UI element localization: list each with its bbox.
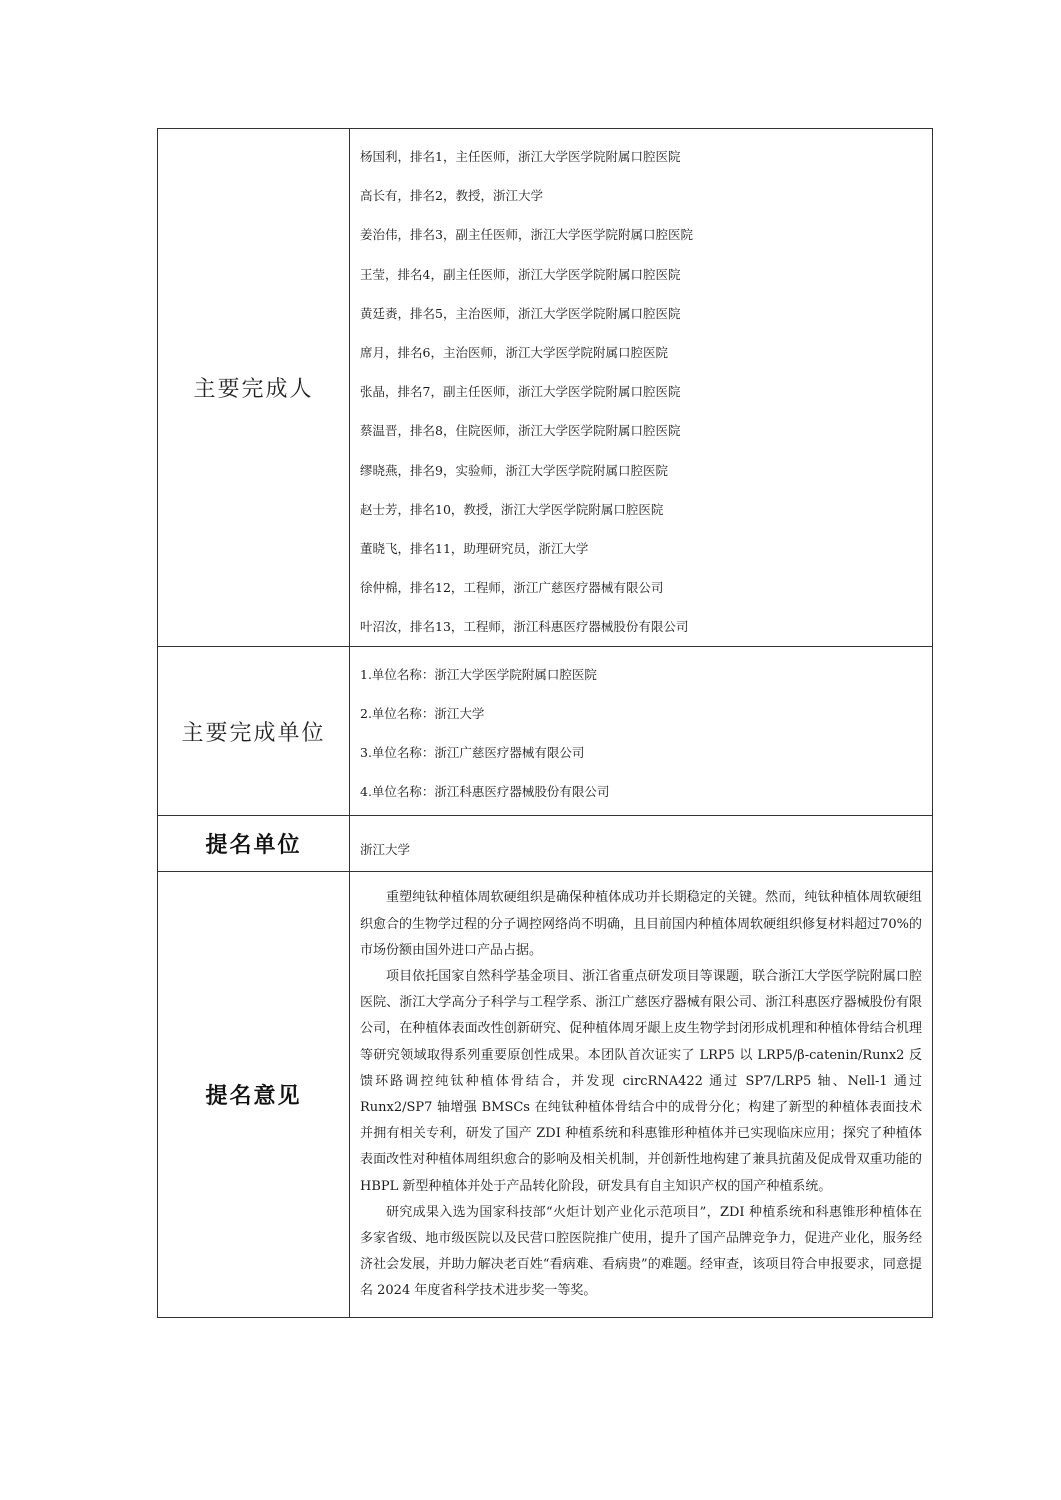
list-item: 蔡温晋，排名8，住院医师，浙江大学医学院附属口腔医院 [360,423,681,439]
list-item: 王莹，排名4，副主任医师，浙江大学医学院附属口腔医院 [360,266,681,282]
list-item: 1.单位名称：浙江大学医学院附属口腔医院 [360,667,597,683]
nominator-value: 浙江大学 [360,841,411,857]
opinion-body [350,881,932,1308]
nominator-label: 提名单位 [158,816,350,872]
row-nominator [158,816,933,872]
main-contributors-content [350,129,933,647]
row-main-contributors [158,129,933,647]
list-item: 叶沼汝，排名13，工程师，浙江科惠医疗器械股份有限公司 [360,619,689,635]
list-item: 姜治伟，排名3，副主任医师，浙江大学医学院附属口腔医院 [360,227,693,243]
list-item: 董晓飞，排名11，助理研究员，浙江大学 [360,540,589,556]
list-item: 3.单位名称：浙江广慈医疗器械有限公司 [360,745,585,761]
list-item: 张晶，排名7，副主任医师，浙江大学医学院附属口腔医院 [360,384,681,400]
list-item: 黄廷赉，排名5，主治医师，浙江大学医学院附属口腔医院 [360,305,681,321]
form-page [157,128,932,1318]
list-item: 高长有，排名2，教授，浙江大学 [360,188,543,204]
main-units-content [350,647,933,816]
row-main-units [158,647,933,816]
main-contributors-label: 主要完成人 [158,129,350,647]
units-list [350,651,932,811]
list-item: 席月，排名6，主治医师，浙江大学医学院附属口腔医院 [360,344,668,360]
opinion-label: 提名意见 [158,872,350,1318]
row-opinion [158,872,933,1318]
opinion-paragraph: 研究成果入选为国家科技部“火炬计划产业化示范项目”，ZDI 种植系统和科惠锥形种植体在多家省级、地市级医院以及民营口腔医院推广使用，提升了国产品牌竞争力，促进产业化，服务经济社会发展，并助力解决老百姓“看病难、看病贵”的难题。经审查，该项目符合申报要求，同意提名 2024 年度省科学技术进步奖一等奖。 [360,1204,922,1299]
nominator-content [350,816,933,872]
opinion-content [350,872,933,1318]
opinion-paragraph: 重塑纯钛种植体周软硬组织是确保种植体成功并长期稳定的关键。然而，纯钛种植体周软硬组织愈合的生物学过程的分子调控网络尚不明确，且目前国内种植体周软硬组织修复材料超过70%的市场份额由国外进口产品占据。 [360,890,922,958]
list-item: 杨国利，排名1，主任医师，浙江大学医学院附属口腔医院 [360,149,681,164]
main-units-label: 主要完成单位 [158,647,350,816]
contributors-list [350,129,932,646]
opinion-paragraph: 项目依托国家自然科学基金项目、浙江省重点研发项目等课题，联合浙江大学医学院附属口腔医院、浙江大学高分子科学与工程学系、浙江广慈医疗器械有限公司、浙江科惠医疗器械股份有限公司，在种植体表面改性创新研究、促种植体周牙龈上皮生物学封闭形成机理和种植体骨结合机理等研究领域取得系列重要原创性成果。本团队首次证实了 LRP5 以 LRP5/β-catenin/Runx2 反馈环路调控纯钛种植体骨结合，并发现 circRNA422 通过 SP7/LRP5 轴、Nell-1 通过 Runx2/SP7 轴增强 BMSCs 在纯钛种植体骨结合中的成骨分化；构建了新型的种植体表面技术并拥有相关专利，研发了国产 ZDI 种植系统和科惠锥形种植体并已实现临床应用；探究了种植体表面改性对种植体周组织愈合的影响及相关机制，并创新性地构建了兼具抗菌及促成骨双重功能的 HBPL 新型种植体并处于产品转化阶段，研发具有自主知识产权的国产种植系统。 [360,968,922,1194]
list-item: 2.单位名称：浙江大学 [360,706,485,722]
list-item: 4.单位名称：浙江科惠医疗器械股份有限公司 [360,784,610,800]
list-item: 赵士芳，排名10，教授，浙江大学医学院附属口腔医院 [360,501,664,517]
list-item: 缪晓燕，排名9，实验师，浙江大学医学院附属口腔医院 [360,462,668,478]
nomination-form-table [157,128,933,1318]
list-item: 徐仲棉，排名12，工程师，浙江广慈医疗器械有限公司 [360,580,664,596]
